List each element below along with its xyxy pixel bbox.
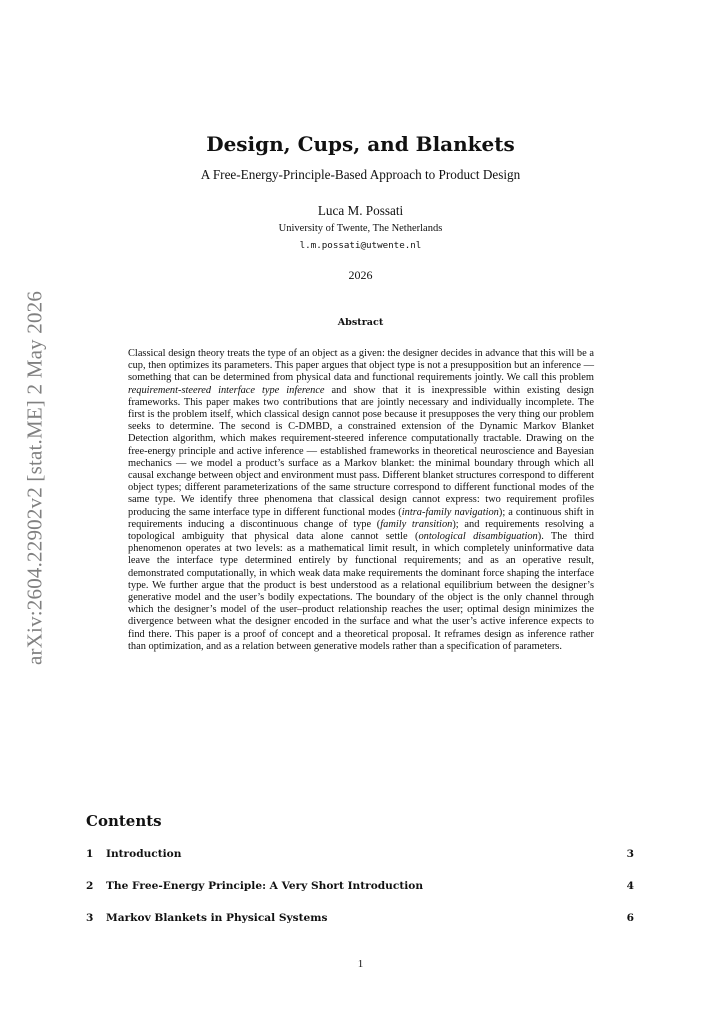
toc-entry-title: Introduction: [106, 848, 182, 860]
toc-entry-number: 3: [86, 912, 94, 924]
author-affiliation: University of Twente, The Netherlands: [278, 223, 443, 234]
abstract-text: ). The third phenomenon operates at two levels: as a mathematical limit result, in which completely uninformative data leave the interface type determined entirely by functional requirements; and as an operative result, demonstrated computationally, in which weak data make requirements the dominant force shaping the interface type. We further argue that the product is best understood as a relational equilibrium between the designer’s generative model and the user’s bodily expectations. The boundary of the object is the only channel through which the designer’s model of the user–product relationship reaches the user; optimal design minimizes the divergence between what the designer encoded in the surface and what the user’s active inference expects to find there. This paper is a proof of concept and a theoretical proposal. It reframes design as inference rather than optimization, and as a relation between generative models rather than a specification of parameters.: [128, 531, 594, 652]
toc-entry-page: 6: [626, 912, 634, 924]
contents-heading: Contents: [86, 812, 162, 830]
toc-entry-number: 2: [86, 880, 94, 892]
abstract-body: [128, 348, 594, 653]
author-name: Luca M. Possati: [317, 203, 404, 218]
toc-entry-number: 1: [86, 848, 94, 860]
toc-entry-free-energy-principle[interactable]: [86, 880, 634, 896]
toc-entry-page: 4: [626, 880, 634, 892]
toc-entry-introduction[interactable]: [86, 848, 634, 864]
abstract-text: and show that it is inexpressible within existing design frameworks. This paper makes two contributions that are jointly necessary and individually incomplete. The first is the problem itself, which classical design cannot pose because it presupposes the very thing our problem seeks to determine. The second is C-DMBD, a constrained extension of the Dynamic Markov Blanket Detection algorithm, which makes requirement-steered inference computationally tractable. Drawing on the free-energy principle and active inference — established frameworks in theoretical neuroscience and Bayesian mechanics — we model a product’s surface as a Markov blanket: the minimal boundary through which all causal exchange between object and environment must pass. Different blanket structures correspond to different object types; different parameterizations of the same structure correspond to different functional modes of the same type. We identify three phenomena that classical design cannot express: two requirement profiles producing the same interface type in different functional modes (: [128, 384, 594, 518]
toc-entry-page: 3: [626, 848, 634, 860]
abstract-emphasis: intra-family navigation: [401, 506, 499, 518]
abstract-emphasis: family transition: [380, 518, 453, 530]
abstract-text: ); a continuous shift in requirements inducing a discontinuous change of type (: [128, 506, 594, 530]
toc-entry-title: The Free-Energy Principle: A Very Short Introduction: [106, 880, 424, 892]
paper-subtitle: A Free-Energy-Principle-Based Approach to Product Design: [200, 167, 521, 182]
abstract-text: ); and requirements resolving a topological ambiguity that physical data alone cannot settle (: [128, 518, 594, 543]
abstract-text: Classical design theory treats the type of an object as a given: the designer decides in advance that this will be a cup, then optimizes its parameters. This paper argues that object type is not a presupposition but an inference — something that can be determined from physical data and functional requirements jointly. We call this problem: [128, 348, 594, 384]
paper-title: Design, Cups, and Blankets: [206, 132, 515, 156]
page-number: 1: [357, 958, 364, 970]
arxiv-stamp: arXiv:2604.22902v2 [stat.ME] 2 May 2026: [22, 290, 47, 666]
author-email[interactable]: l.m.possati@utwente.nl: [299, 240, 422, 251]
toc-entry-markov-blankets[interactable]: [86, 912, 634, 928]
paper-year: 2026: [348, 268, 373, 282]
abstract-heading: Abstract: [337, 317, 384, 328]
abstract-emphasis: requirement-steered interface type inference: [128, 384, 325, 396]
toc-entry-title: Markov Blankets in Physical Systems: [106, 912, 328, 924]
abstract-emphasis: ontological disambiguation: [418, 531, 538, 543]
